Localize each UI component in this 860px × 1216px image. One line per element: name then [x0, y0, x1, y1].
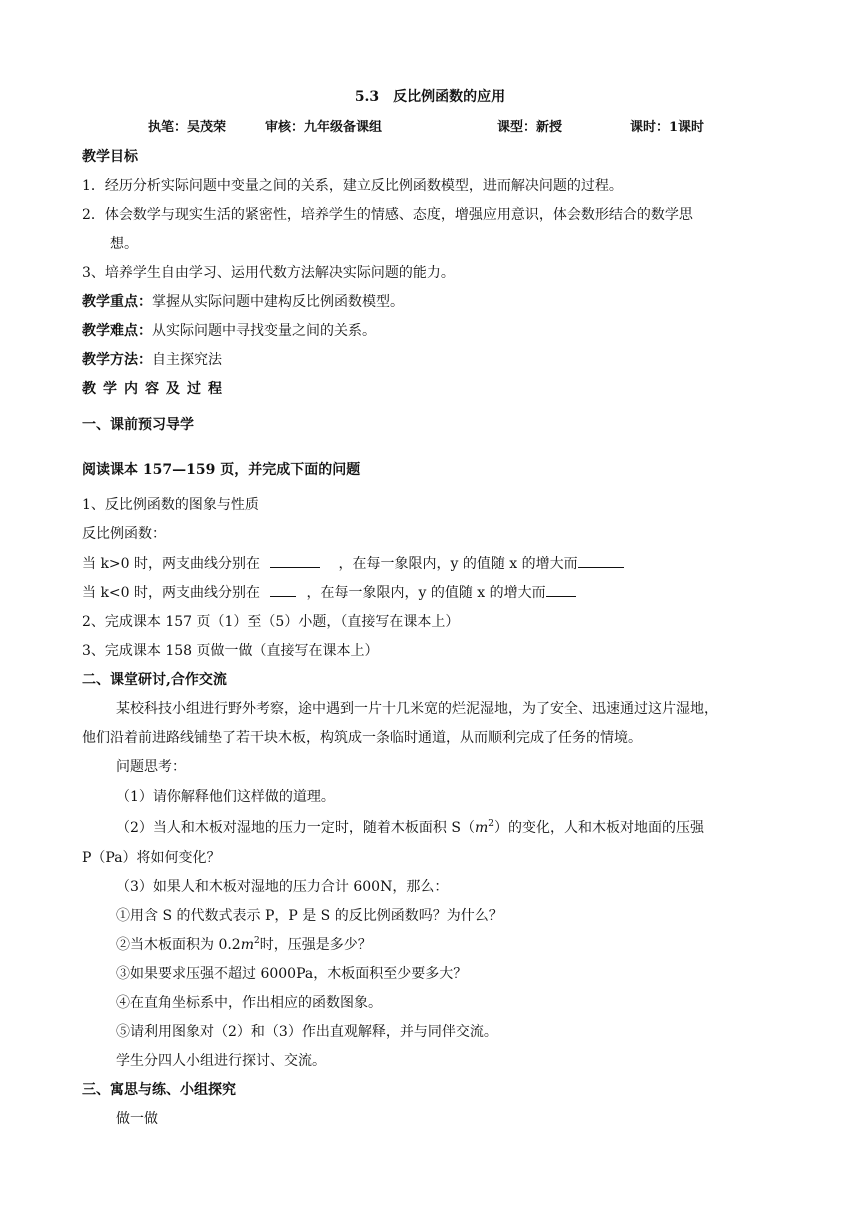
k-negative-line — [82, 582, 576, 603]
subquestion-1: ①用含 S 的代数式表示 P，P 是 S 的反比例函数吗？为什么？ — [116, 908, 503, 924]
key-point-text: 掌握从实际问题中建构反比例函数模型。 — [152, 294, 404, 310]
unit-exponent-2: 2 — [254, 936, 260, 946]
goal-item-3: 3、培养学生自由学习、运用代数方法解决实际问题的能力。 — [82, 265, 455, 281]
k-negative-text-b: ，在每一象限内，y 的值随 x 的增大而 — [306, 585, 546, 601]
k-positive-text-b: ，在每一象限内，y 的值随 x 的增大而 — [338, 556, 578, 572]
story-line-1: 某校科技小组进行野外考察，途中遇到一片十几米宽的烂泥湿地，为了安全、迅速通过这片湿地， — [116, 701, 718, 717]
k-negative-text-a: 当 k<0 时，两支曲线分别在 — [82, 585, 261, 601]
key-point — [82, 292, 404, 312]
goal-item-1: 1．经历分析实际问题中变量之间的关系，建立反比例函数模型，进而解决问题的过程。 — [82, 178, 623, 194]
subquestion-5: ⑤请利用图象对（2）和（3）作出直观解释，并与同伴交流。 — [116, 1024, 498, 1040]
problem-2-text-a: （2）当人和木板对湿地的压力一定时，随着木板面积 S（ — [116, 820, 475, 836]
story-line-2: 他们沿着前进路线铺垫了若干块木板，构筑成一条临时通道，从而顺利完成了任务的情境。 — [82, 730, 642, 746]
subquestion-3: ③如果要求压强不超过 6000Pa，木板面积至少要多大？ — [116, 966, 468, 982]
unit-m: m — [474, 820, 489, 836]
subquestion-4: ④在直角坐标系中，作出相应的函数图象。 — [116, 995, 382, 1011]
question-1: 1、反比例函数的图象与性质 — [82, 497, 259, 513]
unit-m-2: m — [240, 937, 254, 953]
author-info: 执笔：吴茂荣 — [148, 120, 227, 135]
method-label: 教学方法： — [82, 352, 152, 368]
question-3: 3、完成课本 158 页做一做（直接写在课本上） — [82, 643, 379, 659]
subquestion-2 — [116, 935, 372, 955]
process-heading: 教学内容及过程 — [82, 381, 229, 397]
problem-2 — [116, 818, 704, 838]
duration-info: 课时：1课时 — [630, 120, 705, 135]
k-positive-trend-blank[interactable] — [578, 553, 624, 568]
method — [82, 350, 222, 370]
page-title: 5.3 反比例函数的应用 — [354, 89, 506, 105]
problem-2-cont: P（Pa）将如何变化？ — [82, 850, 221, 866]
goals-heading: 教学目标 — [82, 149, 138, 165]
section2-heading: 二、课堂研讨,合作交流 — [82, 672, 227, 688]
unit-exponent: 2 — [488, 819, 494, 829]
difficulty-text: 从实际问题中寻找变量之间的关系。 — [152, 323, 376, 339]
subquestion-2-text-a: ②当木板面积为 0.2 — [116, 937, 241, 953]
k-positive-quadrant-blank[interactable] — [270, 553, 320, 568]
k-negative-trend-blank[interactable] — [546, 582, 576, 597]
k-positive-text-a: 当 k>0 时，两支曲线分别在 — [82, 556, 261, 572]
definition-label: 反比例函数： — [82, 526, 166, 542]
key-point-label: 教学重点： — [82, 294, 152, 310]
think-label: 问题思考： — [116, 759, 186, 775]
lesson-type-info: 课型：新授 — [497, 120, 563, 135]
goal-item-2: 2．体会数学与现实生活的紧密性，培养学生的情感、态度，增强应用意识，体会数形结合的数学思 — [82, 207, 693, 223]
difficulty-label: 教学难点： — [82, 323, 152, 339]
goal-item-2-cont: 想。 — [110, 236, 138, 252]
section3-heading: 三、寓思与练、小组探究 — [82, 1082, 236, 1098]
problem-3: （3）如果人和木板对湿地的压力合计 600N，那么： — [116, 879, 449, 895]
k-positive-line — [82, 553, 624, 574]
group-discussion: 学生分四人小组进行探讨、交流。 — [116, 1053, 326, 1069]
problem-1: （1）请你解释他们这样做的道理。 — [116, 789, 335, 805]
problem-2-text-b: ）的变化，人和木板对地面的压强 — [493, 820, 704, 836]
reviewer-info: 审核：九年级备课组 — [265, 120, 383, 135]
question-2: 2、完成课本 157 页（1）至（5）小题，（直接写在课本上） — [82, 614, 460, 630]
k-negative-quadrant-blank[interactable] — [270, 582, 296, 597]
difficulty — [82, 321, 376, 341]
section3-sub: 做一做 — [116, 1111, 158, 1127]
section1-heading: 一、课前预习导学 — [82, 417, 194, 433]
reading-task: 阅读课本 157—159 页，并完成下面的问题 — [82, 462, 361, 478]
method-text: 自主探究法 — [152, 352, 222, 368]
subquestion-2-text-b: 时，压强是多少？ — [259, 937, 372, 953]
